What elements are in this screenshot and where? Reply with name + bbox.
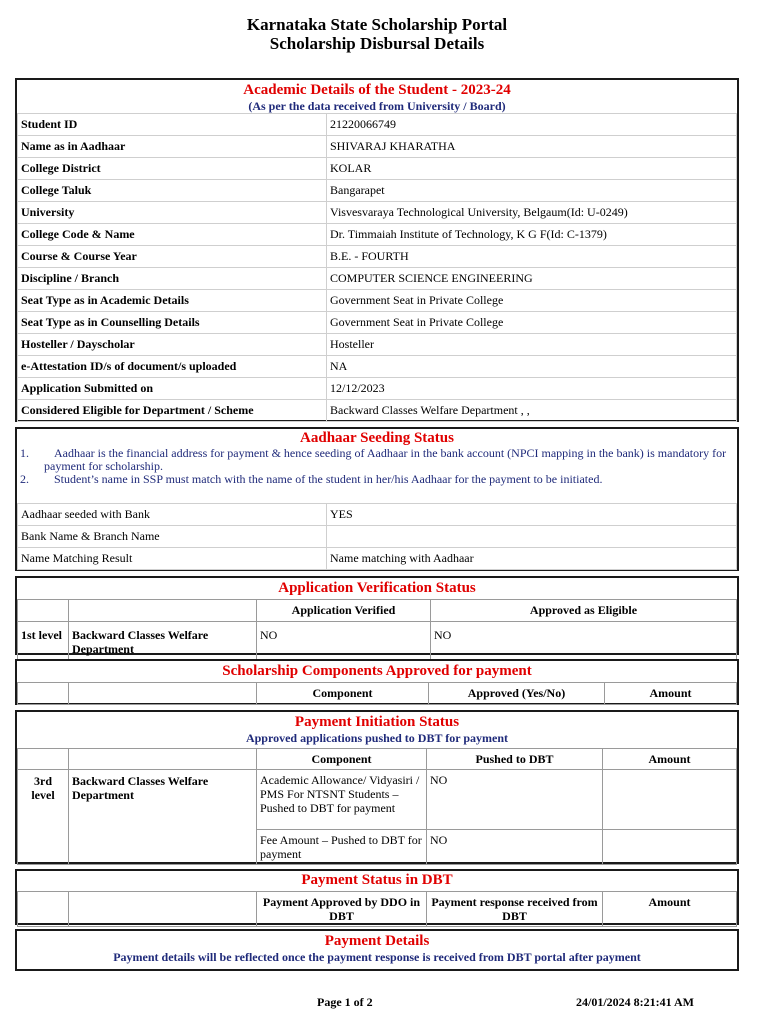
academic-section-title: Academic Details of the Student - 2023-24 [243,82,511,98]
col-amount: Amount [603,749,737,770]
initiation-section-title: Payment Initiation Status [294,714,460,730]
col-approved-eligible: Approved as Eligible [431,600,737,622]
verification-level: 1st level [18,622,69,660]
academic-label: Name as in Aadhaar [18,136,327,158]
col-payment-response: Payment response received from DBT [427,892,603,927]
page-number: Page 1 of 2 [317,995,373,1009]
payment-details-section [15,929,739,971]
academic-row [18,400,737,422]
col-component: Component [257,683,429,705]
academic-row [18,202,737,224]
academic-value: COMPUTER SCIENCE ENGINEERING [327,268,737,290]
aadhaar-value [327,526,737,548]
document-title: Scholarship Disbursal Details [269,34,485,53]
aadhaar-row [18,504,737,526]
aadhaar-row [18,548,737,570]
col-pushed-dbt: Pushed to DBT [427,749,603,770]
initiation-table [17,748,737,865]
academic-label: Seat Type as in Academic Details [18,290,327,312]
aadhaar-label: Bank Name & Branch Name [18,526,327,548]
pushed-value-1: NO [427,770,603,830]
payment-section-subtitle: Payment details will be reflected once the payment response is received from DBT portal after payment [113,950,641,964]
dbt-table [17,891,737,927]
academic-value: Visvesvaraya Technological University, Belgaum(Id: U-0249) [327,202,737,224]
aadhaar-value: Name matching with Aadhaar [327,548,737,570]
portal-title: Karnataka State Scholarship Portal [246,15,508,34]
academic-value: Hosteller [327,334,737,356]
academic-row [18,290,737,312]
payment-initiation-section [15,710,739,864]
academic-value: Government Seat in Private College [327,290,737,312]
academic-value: B.E. - FOURTH [327,246,737,268]
academic-value: NA [327,356,737,378]
approved-value: NO [431,622,737,660]
aadhaar-row [18,526,737,548]
pushed-value-2: NO [427,830,603,865]
academic-label: Hosteller / Dayscholar [18,334,327,356]
academic-label: Student ID [18,114,327,136]
academic-label: e-Attestation ID/s of document/s uploaded [18,356,327,378]
academic-row [18,356,737,378]
academic-label: Seat Type as in Counselling Details [18,312,327,334]
component-fee-amount: Fee Amount – Pushed to DBT for payment [257,830,427,865]
verification-section [15,576,739,655]
academic-value: Bangarapet [327,180,737,202]
components-table [17,682,737,705]
academic-label: Application Submitted on [18,378,327,400]
academic-label: College Code & Name [18,224,327,246]
amount-value-2 [603,830,737,865]
initiation-level: 3rd level [18,770,69,865]
academic-row [18,136,737,158]
verified-value: NO [257,622,431,660]
payment-section-title: Payment Details [324,933,430,949]
generated-timestamp: 24/01/2024 8:21:41 AM [576,995,694,1009]
academic-value: 21220066749 [327,114,737,136]
academic-row [18,224,737,246]
component-academic-allowance: Academic Allowance/ Vidyasiri / PMS For NTSNT Students – Pushed to DBT for payment [257,770,427,830]
academic-row [18,114,737,136]
academic-label: University [18,202,327,224]
academic-label: Considered Eligible for Department / Scheme [18,400,327,422]
academic-value: Dr. Timmaiah Institute of Technology, K G F(Id: C-1379) [327,224,737,246]
col-payment-approved-ddo: Payment Approved by DDO in DBT [257,892,427,927]
aadhaar-note-1: 1. Aadhaar is the financial address for payment & hence seeding of Aadhaar in the bank account (NPCI mapping in the bank) is mandatory for payment for scholarship. [20,446,727,473]
academic-row [18,312,737,334]
col-amount: Amount [603,892,737,927]
initiation-section-subtitle: Approved applications pushed to DBT for payment [245,731,509,745]
aadhaar-seeding-section [15,427,739,571]
col-component: Component [257,749,427,770]
dbt-section-title: Payment Status in DBT [301,872,453,888]
academic-value: Backward Classes Welfare Department , , [327,400,737,422]
academic-value: KOLAR [327,158,737,180]
aadhaar-value: YES [327,504,737,526]
components-section [15,659,739,705]
academic-row [18,334,737,356]
document-header [0,15,754,53]
academic-value: 12/12/2023 [327,378,737,400]
academic-row [18,180,737,202]
academic-details-table [17,113,737,422]
dbt-status-section [15,869,739,925]
verification-department: Backward Classes Welfare Department [69,622,257,660]
verification-section-title: Application Verification Status [278,580,476,596]
academic-label: Discipline / Branch [18,268,327,290]
academic-row [18,246,737,268]
initiation-department: Backward Classes Welfare Department [69,770,257,865]
academic-value: Government Seat in Private College [327,312,737,334]
aadhaar-label: Aadhaar seeded with Bank [18,504,327,526]
col-application-verified: Application Verified [257,600,431,622]
aadhaar-section-title: Aadhaar Seeding Status [300,430,454,446]
aadhaar-label: Name Matching Result [18,548,327,570]
col-approved-yes-no: Approved (Yes/No) [429,683,605,705]
col-amount: Amount [605,683,737,705]
aadhaar-note-2: 2. Student’s name in SSP must match with the name of the student in her/his Aadhaar for the payment to be initiated. [20,472,603,486]
amount-value-1 [603,770,737,830]
academic-label: Course & Course Year [18,246,327,268]
aadhaar-status-table [17,503,737,570]
verification-table [17,599,737,660]
academic-row [18,378,737,400]
academic-label: College Taluk [18,180,327,202]
academic-row [18,268,737,290]
academic-details-section [15,78,739,422]
academic-label: College District [18,158,327,180]
academic-value: SHIVARAJ KHARATHA [327,136,737,158]
academic-section-subtitle: (As per the data received from University / Board) [248,99,506,113]
components-section-title: Scholarship Components Approved for payment [222,663,532,679]
academic-row [18,158,737,180]
aadhaar-notes [17,447,737,486]
